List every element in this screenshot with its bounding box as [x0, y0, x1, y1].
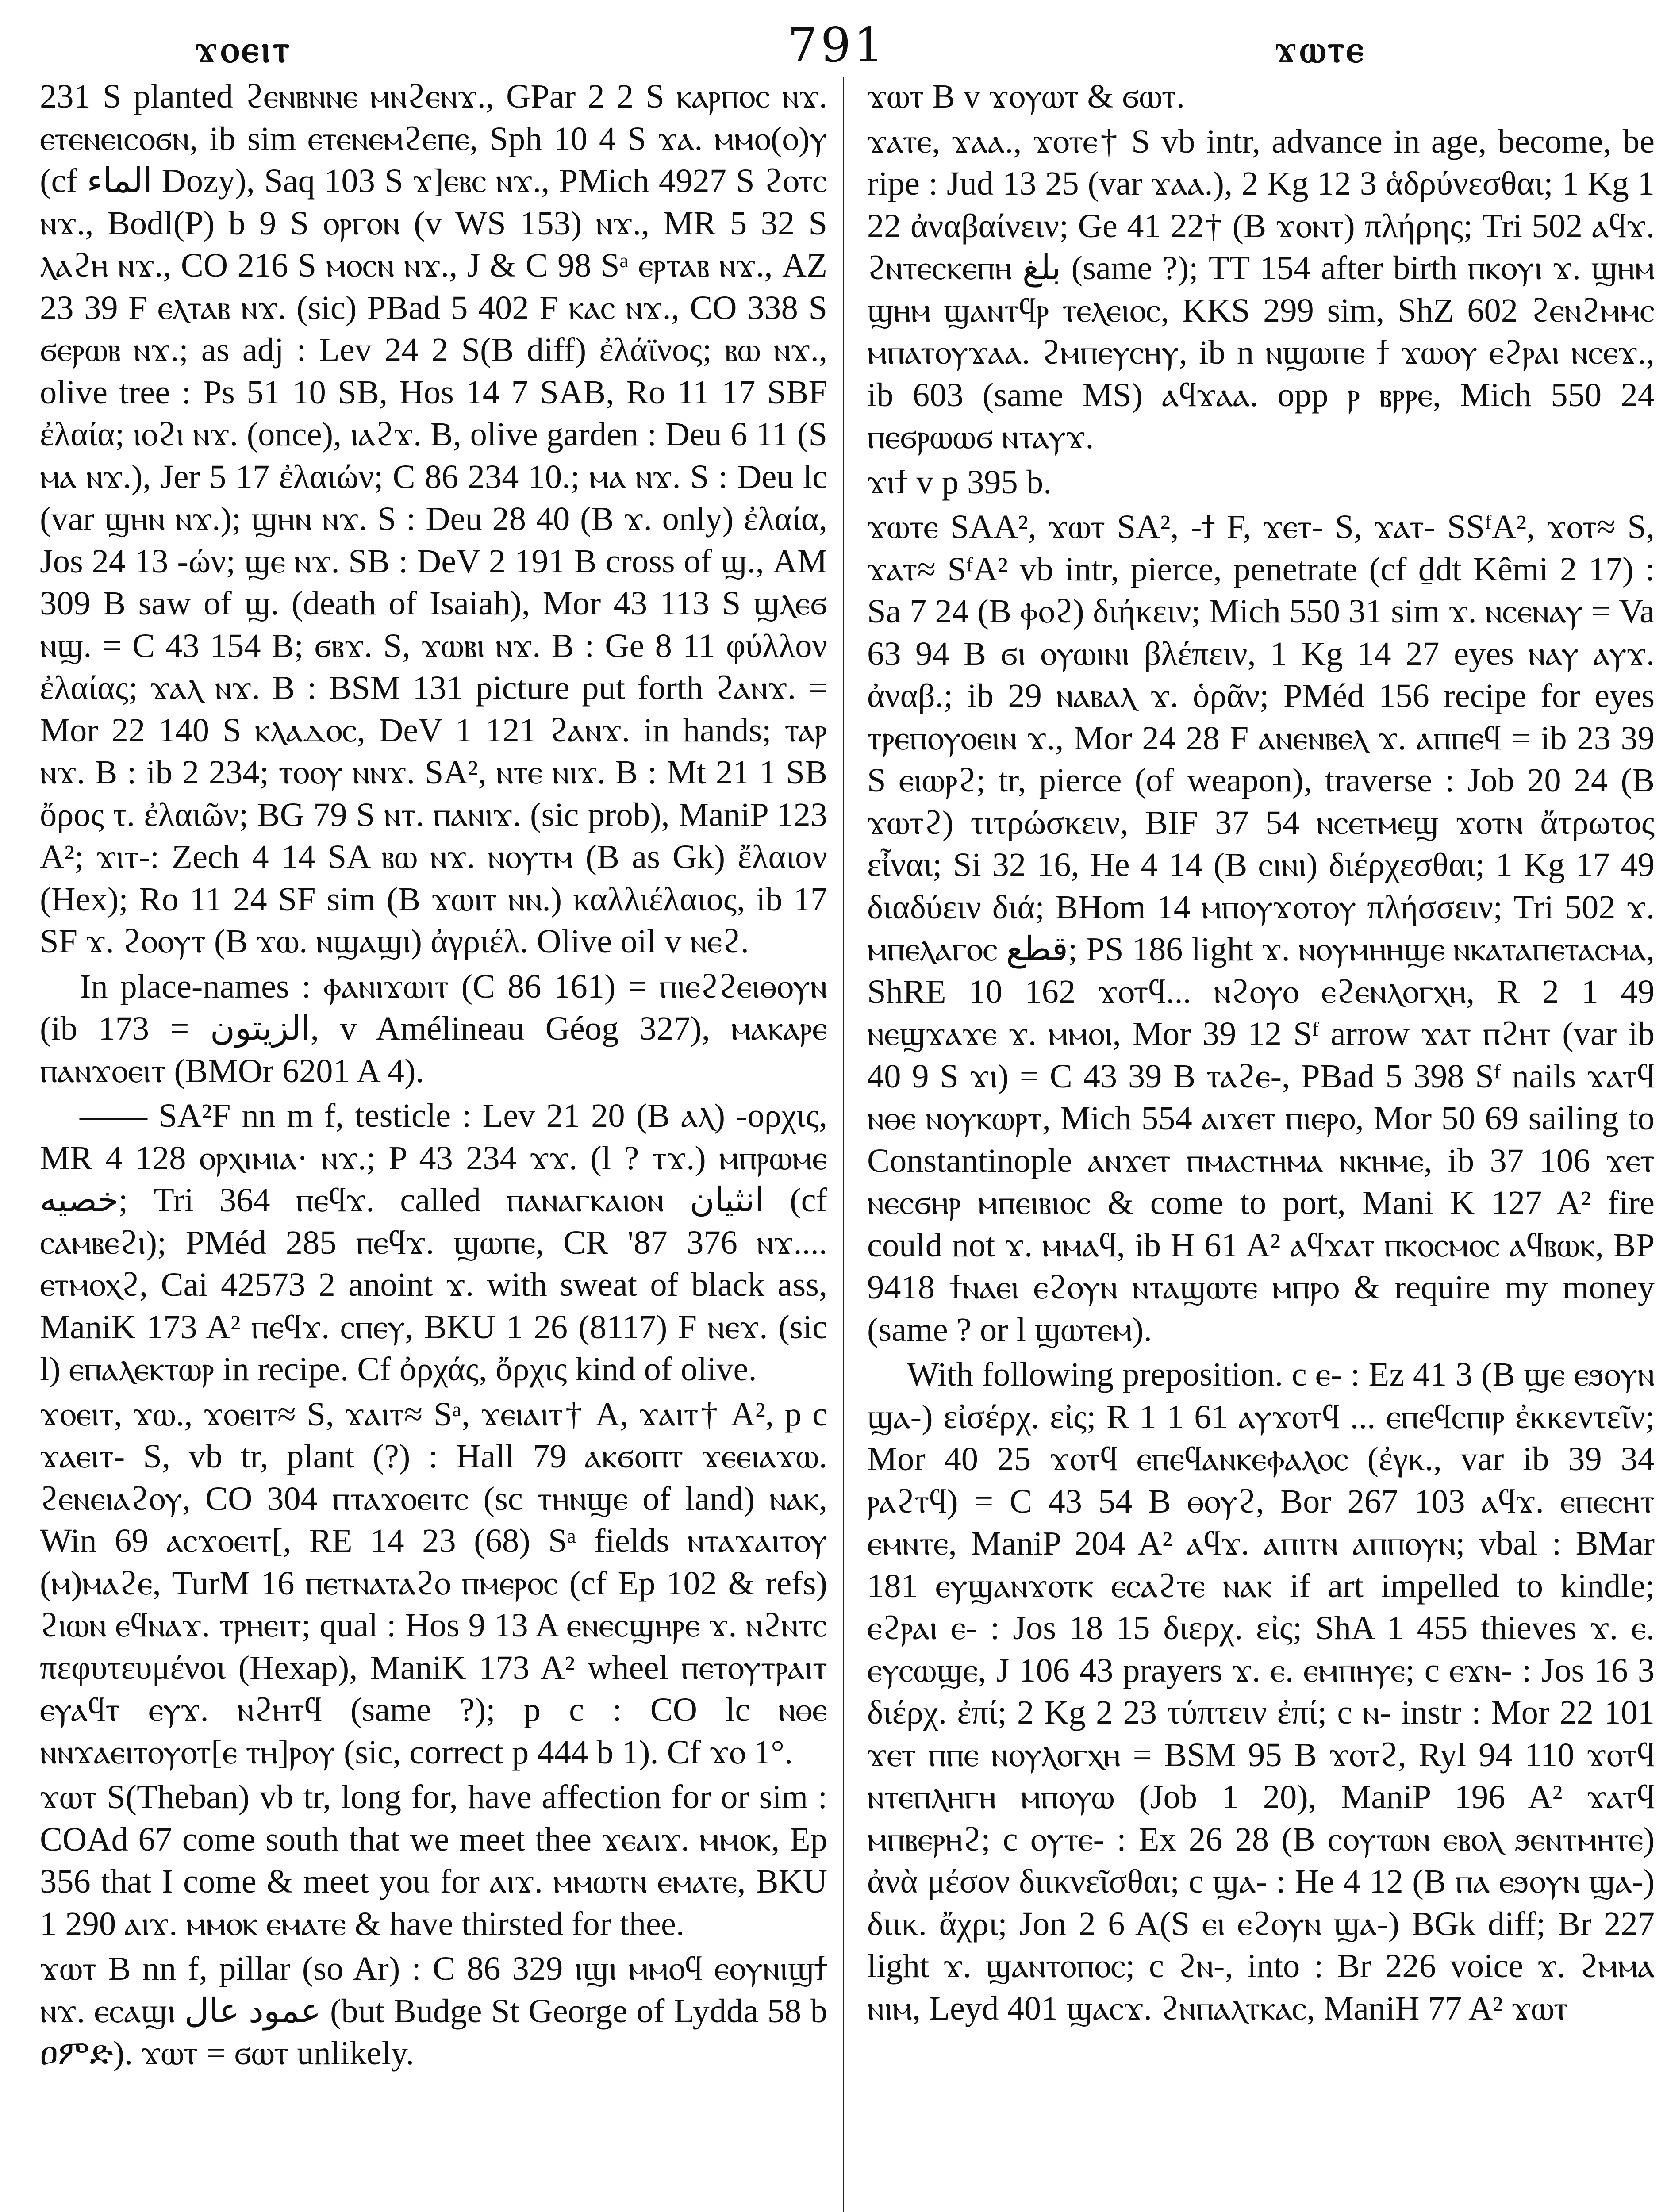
running-head — [0, 18, 1667, 71]
entry-paragraph: ϫⲱⲧ B v ϫⲟⲩⲱⲧ & ϭⲱⲧ. — [867, 77, 1185, 115]
header-left-word: ϫⲟⲉⲓⲧ — [195, 27, 292, 71]
entry-paragraph: ϫⲱⲧⲉ SAA², ϫⲱⲧ SA², -ϯ F, ϫⲉⲧ- S, ϫⲁⲧ- SSᶠA², ϫⲟⲧ≈ S, ϫⲁⲧ≈ SᶠA² vb intr, pierce, penetrate (cf ḏdt Kêmi 2 17) : Sa 7 24 (B ⲫⲟϩ) διήκειν; Mich 550 31 sim ϫ. ⲛⲥⲉⲛⲁⲩ = Va 63 94 B ϭⲓ ⲟⲩⲱⲓⲛⲓ βλέπειν, 1 Kg 14 27 eyes ⲛⲁⲩ ⲁⲩϫ. ἀναβ.; ib 29 ⲛⲁⲃⲁⲗ ϫ. ὁρᾶν; PMéd 156 recipe for eyes ⲧⲣⲉⲡⲟⲩⲟⲉⲓⲛ ϫ., Mor 24 28 F ⲁⲛⲉⲛⲃⲉⲗ ϫ. ⲁⲡⲡⲉϥ = ib 23 39 S ⲉⲓⲱⲣϩ; tr, pierce (of weapon), traverse : Job 20 24 (B ϫⲱⲧϩ) τιτρώσκειν, BIF 37 54 ⲛⲥⲉⲧⲙⲉϣ ϫⲟⲧⲛ ἄτρωτος εἶναι; Si 32 16, He 4 14 (B ⲥⲓⲛⲓ) διέρχεσθαι; 1 Kg 17 49 διαδύειν διά; BHom 14 ⲙⲡⲟⲩϫⲟⲧⲟⲩ πλήσσειν; Tri 502 ϫ. ⲙⲡⲉⲗⲁⲅⲟⲥ ‏قطع‎; PS 186 light ϫ. ⲛⲟⲩⲙⲏⲏϣⲉ ⲛⲕⲁⲧⲁⲡⲉⲧⲁⲥⲙⲁ, ShRE 10 162 ϫⲟⲧϥ... ⲛϩⲟⲩⲟ ⲉϩⲉⲛⲗⲟⲅⲭⲏ, R 2 1 49 ⲛⲉϣϫⲁϫⲉ ϫ. ⲙⲙⲟⲓ, Mor 39 12 Sᶠ arrow ϫⲁⲧ ⲡϩⲏⲧ (var ib 40 9 S ϫⲓ) = C 43 39 B ⲧⲁϩⲉ-, PBad 5 398 Sᶠ nails ϫⲁⲧϥ ⲛⲑⲉ ⲛⲟⲩⲕⲱⲣⲧ, Mich 554 ⲁⲓϫⲉⲧ ⲡⲓⲉⲣⲟ, Mor 50 69 sailing to Constantinople ⲁⲛϫⲉⲧ ⲡⲙⲁⲥⲧⲏⲙⲁ ⲛⲕⲏⲙⲉ, ib 37 106 ϫⲉⲧ ⲛⲉⲥϭⲏⲣ ⲙⲡⲉⲓⲃⲓⲟⲥ & come to port, Mani K 127 A² fire could not ϫ. ⲙⲙⲁϥ, ib H 61 A² ⲁϥϫⲁⲧ ⲡⲕⲟⲥⲙⲟⲥ ⲁϥⲃⲱⲕ, BP 9418 ϯⲛⲁⲉⲓ ⲉϩⲟⲩⲛ ⲛⲧⲁϣⲱⲧⲉ ⲙⲡⲣⲟ & require my money (same ? or l ϣⲱⲧⲉⲙ). — [867, 508, 1655, 1348]
entry-paragraph: —— SA²F nn m f, testicle : Lev 21 20 (B ⲁⲗ) -ορχις, MR 4 128 ⲟⲣⲭⲓⲙⲓⲁ· ⲛϫ.; P 43 234 ϫϫ. (l ? ⲧϫ.) ⲙⲡⲣⲱⲙⲉ ‏خصيه‎; Tri 364 ⲡⲉϥϫ. called ⲡⲁⲛⲁⲅⲕⲁⲓⲟⲛ ‏انثيان‎ (cf ⲥⲁⲙⲃⲉϩⲓ); PMéd 285 ⲡⲉϥϫ. ϣⲱⲡⲉ, CR '87 376 ⲛϫ.... ⲉⲧⲙⲟⲭϩ, Cai 42573 2 anoint ϫ. with sweat of black ass, ManiK 173 A² ⲡⲉϥϫ. ⲥⲡⲉⲩ, BKU 1 26 (8117) F ⲛⲉϫ. (sic l) ⲉⲡⲁⲗⲉⲕⲧⲱⲣ in recipe. Cf ὀρχάς, ὄρχις kind of olive. — [40, 1097, 827, 1388]
entry-paragraph: 231 S planted ϩⲉⲛⲃⲛⲛⲉ ⲙⲛϩⲉⲛϫ., GPar 2 2 S ⲕⲁⲣⲡⲟⲥ ⲛϫ. ⲉⲧⲉⲛⲉⲓⲥⲟϭⲛ, ib sim ⲉⲧⲉⲛⲉⲙϩⲉⲡⲉ, Sph 10 4 S ϫⲁ. ⲙⲙⲟ(ⲟ)ⲩ (cf ‏الماء‎ Dozy), Saq 103 S ϫ]ⲉⲃⲥ ⲛϫ., PMich 4927 S ϩⲟⲧⲥ ⲛϫ., Bodl(P) b 9 S ⲟⲣⲅⲟⲛ (v WS 153) ⲛϫ., MR 5 32 S ⲗⲁϩⲏ ⲛϫ., CO 216 S ⲙⲟⲥⲛ ⲛϫ., J & C 98 Sᵃ ⲉⲣⲧⲁⲃ ⲛϫ., AZ 23 39 F ⲉⲗⲧⲁⲃ ⲛϫ. (sic) PBad 5 402 F ⲕⲁⲥ ⲛϫ., CO 338 S ϭⲉⲣⲱⲃ ⲛϫ.; as adj : Lev 24 2 S(B diff) ἐλάϊνος; ⲃⲱ ⲛϫ., olive tree : Ps 51 10 SB, Hos 14 7 SAB, Ro 11 17 SBF ἐλαία; ⲓⲟϩⲓ ⲛϫ. (once), ⲓⲁϩϫ. B, olive garden : Deu 6 11 (S ⲙⲁ ⲛϫ.), Jer 5 17 ἐλαιών; C 86 234 10.; ⲙⲁ ⲛϫ. S : Deu lc (var ϣⲏⲛ ⲛϫ.); ϣⲏⲛ ⲛϫ. S : Deu 28 40 (B ϫ. only) ἐλαία, Jos 24 13 -ών; ϣⲉ ⲛϫ. SB : DeV 2 191 B cross of ϣ., AM 309 B saw of ϣ. (death of Isaiah), Mor 43 113 S ϣⲗⲉϭ ⲛϣ. = C 43 154 B; ϭⲃϫ. S, ϫⲱⲃⲓ ⲛϫ. B : Ge 8 11 φύλλον ἐλαίας; ϫⲁⲗ ⲛϫ. B : BSM 131 picture put forth ϩⲁⲛϫ. = Mor 22 140 S ⲕⲗⲁⲇⲟⲥ, DeV 1 121 ϩⲁⲛϫ. in hands; ⲧⲁⲣ ⲛϫ. B : ib 2 234; ⲧⲟⲟⲩ ⲛⲛϫ. SA², ⲛⲧⲉ ⲛⲓϫ. B : Mt 21 1 SB ὄρος τ. ἐλαιῶν; BG 79 S ⲛⲧ. ⲡⲁⲛⲓϫ. (sic prob), ManiP 123 A²; ϫⲓⲧ-: Zech 4 14 SA ⲃⲱ ⲛϫ. ⲛⲟⲩⲧⲙ (B as Gk) ἔλαιον (Hex); Ro 11 24 SF sim (B ϫⲱⲓⲧ ⲛⲛ.) καλλιέλαιος, ib 17 SF ϫ. ϩⲟⲟⲩⲧ (B ϫⲱ. ⲛϣⲁϣⲓ) ἀγριέλ. Olive oil v ⲛⲉϩ. — [40, 77, 827, 960]
entry-paragraph: ϫⲓϯ v p 395 b. — [867, 463, 1052, 501]
entry-paragraph: ϫⲁⲧⲉ, ϫⲁⲁ., ϫⲟⲧⲉ† S vb intr, advance in age, become, be ripe : Jud 13 25 (var ϫⲁⲁ.), 2 Kg 12 3 ἁδρύνεσθαι; 1 Kg 1 22 ἀναβαίνειν; Ge 41 22† (B ϫⲟⲛⲧ) πλήρης; Tri 502 ⲁϥϫ. ϩⲛⲧⲉⲥⲕⲉⲡⲏ ‏بلغ‎ (same ?); TT 154 after birth ⲡⲕⲟⲩⲓ ϫ. ϣⲏⲙ ϣⲏⲙ ϣⲁⲛⲧϥⲣ ⲧⲉⲗⲉⲓⲟⲥ, KKS 299 sim, ShZ 602 ϩⲉⲛϩⲙⲙⲥ ⲙⲡⲁⲧⲟⲩϫⲁⲁ. ϩⲙⲡⲉⲩⲥⲏⲩ, ib n ⲛϣⲱⲡⲉ ϯ ϫⲱⲟⲩ ⲉϩⲣⲁⲓ ⲛⲥⲉϫ., ib 603 (same MS) ⲁϥϫⲁⲁ. opp ⲣ ⲃⲣⲣⲉ, Mich 550 24 ⲡⲉϭⲣⲱⲱϭ ⲛⲧⲁⲩϫ. — [867, 122, 1655, 456]
left-column — [40, 75, 827, 2212]
entry-paragraph: In place-names : ⲫⲁⲛⲓϫⲱⲓⲧ (C 86 161) = ⲡⲓⲉϩϩⲉⲓⲑⲟⲩⲛ (ib 173 = ‏الزيتون‎, v Amélineau Géog 327), ⲙⲁⲕⲁⲣⲉ ⲡⲁⲛϫⲟⲉⲓⲧ (BMOr 6201 A 4). — [40, 967, 827, 1090]
header-right-word: ϫⲱⲧⲉ — [1274, 27, 1366, 71]
column-divider — [843, 77, 844, 2212]
entry-paragraph: ϫⲱⲧ S(Theban) vb tr, long for, have affection for or sim : COAd 67 come south that we meet thee ϫⲉⲁⲓϫ. ⲙⲙⲟⲕ, Ep 356 that I come & meet you for ⲁⲓϫ. ⲙⲙⲱⲧⲛ ⲉⲙⲁⲧⲉ, BKU 1 290 ⲁⲓϫ. ⲙⲙⲟⲕ ⲉⲙⲁⲧⲉ & have thirsted for thee. — [40, 1778, 827, 1943]
page-number: 791 — [787, 18, 887, 73]
entry-paragraph: ϫⲱⲧ B nn f, pillar (so Ar) : C 86 329 ⲓϣⲓ ⲙⲙⲟϥ ⲉⲟⲩⲛⲓϣϯ ⲛϫ. ⲉⲥⲁϣⲓ ‏عمود عال‎ (but Budge St George of Lydda 58 b ዐምድ). ϫⲱⲧ = ϭⲱⲧ unlikely. — [40, 1950, 827, 2072]
right-column — [867, 75, 1655, 2212]
entry-paragraph: With following preposition. c ⲉ- : Ez 41 3 (B ϣⲉ ⲉϧⲟⲩⲛ ϣⲁ-) εἰσέρχ. εἰς; R 1 1 61 ⲁⲩϫⲟⲧϥ ... ⲉⲡⲉϥⲥⲡⲓⲣ ἐκκεντεῖν; Mor 40 25 ϫⲟⲧϥ ⲉⲡⲉϥⲁⲛⲕⲉⲫⲁⲗⲟⲥ (ἐγκ., var ib 39 34 ⲣⲁϩⲧϥ) = C 43 54 B ⲑⲟⲩϩ, Bor 267 103 ⲁϥϫ. ⲉⲡⲉⲥⲏⲧ ⲉⲙⲛⲧⲉ, ManiP 204 A² ⲁϥϫ. ⲁⲡⲓⲧⲛ ⲁⲡⲡⲟⲩⲛ; vbal : BMar 181 ⲉⲩϣⲁⲛϫⲟⲧⲕ ⲉⲥⲁϩⲧⲉ ⲛⲁⲕ if art impelled to kindle; ⲉϩⲣⲁⲓ ⲉ- : Jos 18 15 διερχ. εἰς; ShA 1 455 thieves ϫ. ⲉ. ⲉⲩⲥⲱϣⲉ, J 106 43 prayers ϫ. ⲉ. ⲉⲙⲡⲏⲩⲉ; c ⲉϫⲛ- : Jos 16 3 διέρχ. ἐπί; 2 Kg 2 23 τύπτειν ἐπί; c ⲛ- instr : Mor 22 101 ϫⲉⲧ ⲡⲡⲉ ⲛⲟⲩⲗⲟⲅⲭⲏ = BSM 95 B ϫⲟⲧϩ, Ryl 94 110 ϫⲟⲧϥ ⲛⲧⲉⲡⲗⲏⲅⲏ ⲙⲡⲟⲩⲱ (Job 1 20), ManiP 196 A² ϫⲁⲧϥ ⲙⲡⲃⲉⲣⲏϩ; c ⲟⲩⲧⲉ- : Ex 26 28 (B ⲥⲟⲩⲧⲱⲛ ⲉⲃⲟⲗ ϧⲉⲛⲧⲙⲏⲧⲉ) ἀνὰ μέσον διικνεῖσθαι; c ϣⲁ- : He 4 12 (B ⲡⲁ ⲉϧⲟⲩⲛ ϣⲁ-) διικ. ἄχρι; Jon 2 6 A(S ⲉⲓ ⲉϩⲟⲩⲛ ϣⲁ-) BGk diff; Br 227 light ϫ. ϣⲁⲛⲧⲟⲡⲟⲥ; c ϩⲛ-, into : Br 226 voice ϫ. ϩⲙⲙⲁ ⲛⲓⲙ, Leyd 401 ϣⲁⲥϫ. ϩⲛⲡⲁⲗⲧⲕⲁⲥ, ManiH 77 A² ϫⲱⲧ — [867, 1356, 1655, 2027]
entry-paragraph: ϫⲟⲉⲓⲧ, ϫⲱ., ϫⲟⲉⲓⲧ≈ S, ϫⲁⲓⲧ≈ Sᵃ, ϫⲉⲓⲁⲓⲧ† A, ϫⲁⲓⲧ† A², p c ϫⲁⲉⲓⲧ- S, vb tr, plant (?) : Hall 79 ⲁⲕϭⲟⲡⲧ ϫⲉⲉⲓⲁϫⲱ. ϩⲉⲛⲉⲓⲁϩⲟⲩ, CO 304 ⲡⲧⲁϫⲟⲉⲓⲧⲥ (sc ⲧⲏⲛϣⲉ of land) ⲛⲁⲕ, Win 69 ⲁⲥϫⲟⲉⲓⲧ[, RE 14 23 (68) Sᵃ fields ⲛⲧⲁϫⲁⲓⲧⲟⲩ (ⲙ)ⲙⲁϩⲉ, TurM 16 ⲡⲉⲧⲛⲁⲧⲁϩⲟ ⲡⲙⲉⲣⲟⲥ (cf Ep 102 & refs) ϩⲓⲱⲛ ⲉϥⲛⲁϫ. ⲧⲣⲏⲉⲓⲧ; qual : Hos 9 13 A ⲉⲛⲉⲥϣⲏⲣⲉ ϫ. ⲛϩⲛⲧⲥ πεφυτευμένοι (Hexap), ManiK 173 A² wheel ⲡⲉⲧⲟⲩⲧⲣⲁⲓⲧ ⲉⲩⲁϥⲧ ⲉⲩϫ. ⲛϩⲏⲧϥ (same ?); p c : CO lc ⲛⲑⲉ ⲛⲛϫⲁⲉⲓⲧⲟⲩⲟⲧ[ⲉ ⲧⲏ]ⲣⲟⲩ (sic, correct p 444 b 1). Cf ϫⲟ 1°. — [40, 1395, 827, 1771]
